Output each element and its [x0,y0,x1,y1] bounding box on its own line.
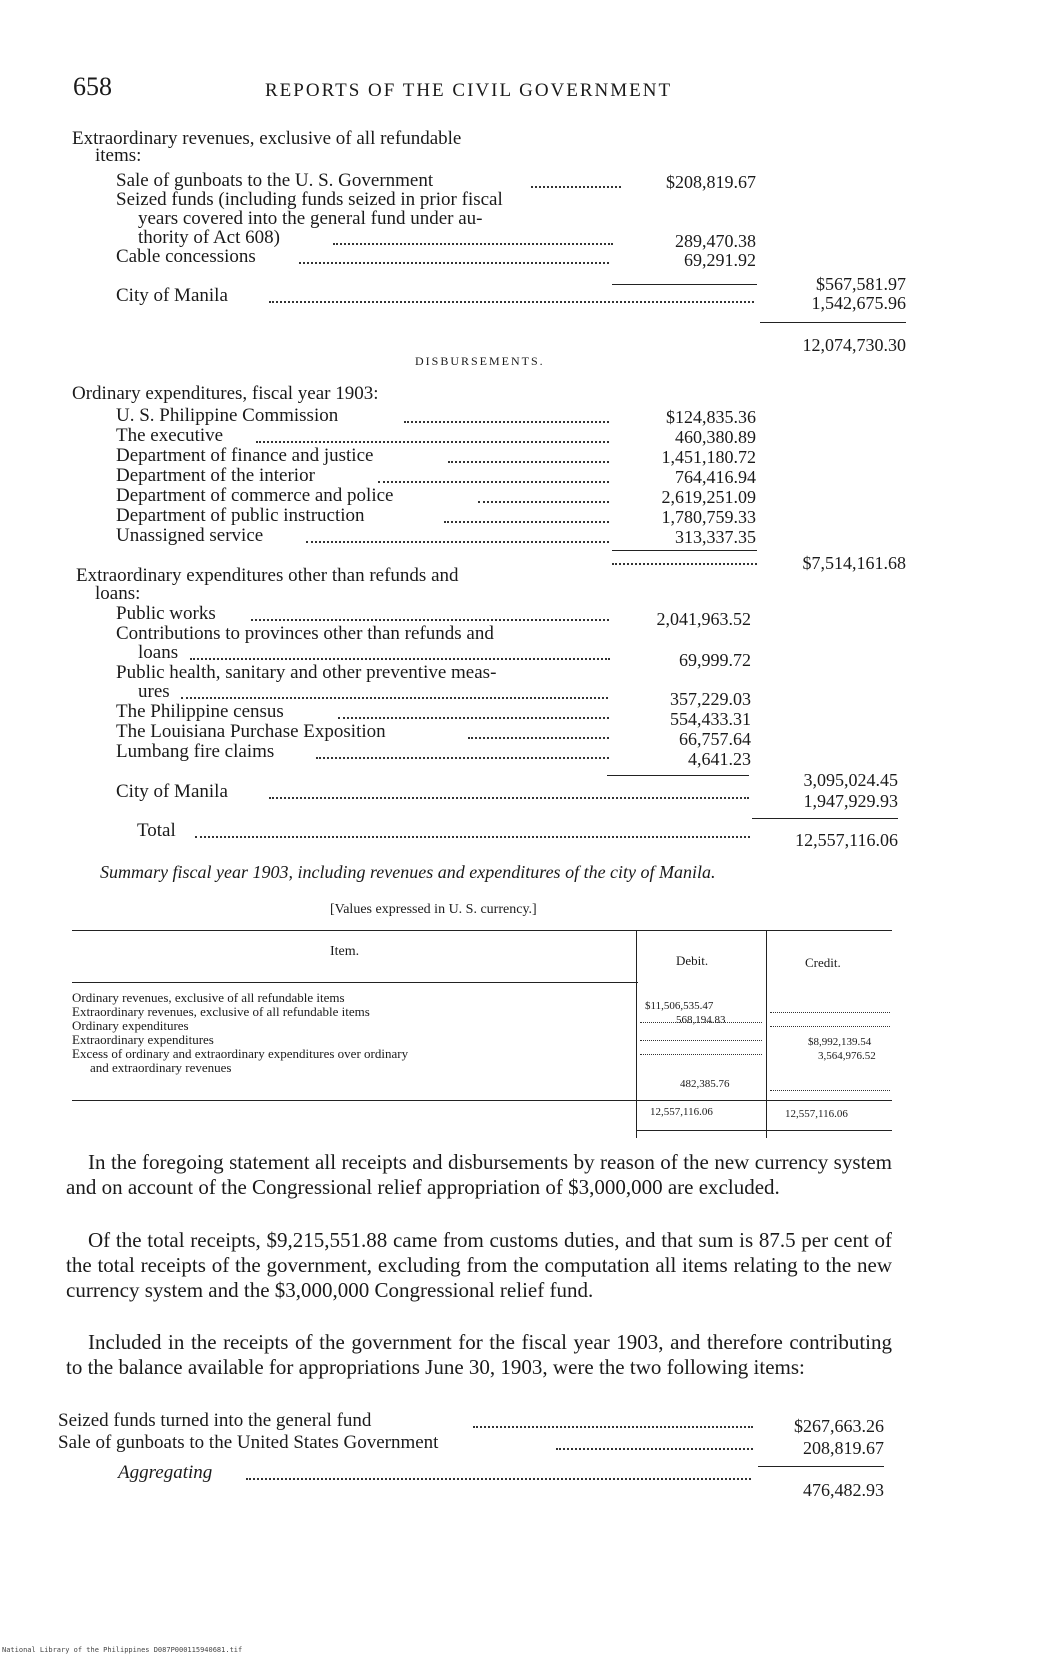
summary-col-divider-1 [636,930,637,1138]
summary-row-debit: 568,194.83 [676,1014,726,1026]
public-works-amount: 2,041,963.52 [656,609,751,629]
leader-dots [195,836,750,838]
summary-bottom-rule [636,1130,892,1131]
ordinary-total-rule [612,550,757,551]
summary-row-item: Excess of ordinary and extraordinary expenditures over ordinary [72,1046,409,1061]
page-number: 658 [73,72,112,101]
ordinary-item-amount: 1,780,759.33 [661,507,756,527]
summary-header-rule [72,982,638,983]
louisiana-amount: 66,757.64 [679,729,751,749]
leader-dots [190,658,610,660]
leader-dots [338,717,609,719]
summary-col-item: Item. [330,944,360,959]
page-header-title: REPORTS OF THE CIVIL GOVERNMENT [265,80,673,101]
manila-receipts-amount: 1,542,675.96 [811,293,906,313]
leader-dots [640,1022,762,1023]
extra-total-rule [607,775,749,776]
receipts-total: 12,074,730.30 [802,335,906,355]
summary-row-debit: 482,385.76 [680,1078,730,1090]
leader-dots [770,1026,890,1027]
leader-dots [770,1012,890,1013]
ordinary-total: $7,514,161.68 [802,553,906,573]
manila-disbursements-amount: 1,947,929.93 [803,791,898,811]
leader-dots [316,757,609,759]
leader-dots [556,1448,753,1450]
summary-col-divider-2 [766,930,767,1138]
leader-dots [612,563,757,565]
summary-title: Summary fiscal year 1903, including revenues and expenditures of the city of Manila. [100,862,716,882]
receipts-total-rule [760,322,906,323]
summary-row-item: Ordinary expenditures [72,1018,189,1033]
summary-col-debit: Debit. [676,953,709,968]
ordinary-item-amount: 313,337.35 [675,527,756,547]
lumbang-amount: 4,641.23 [688,749,751,769]
summary-row-item: and extraordinary revenues [90,1060,232,1075]
summary-row-credit: 3,564,976.52 [818,1050,876,1062]
leader-dots [246,1478,751,1480]
leader-dots [640,1040,762,1041]
disbursements-total-rule [752,818,898,819]
leader-dots [269,301,754,303]
summary-subtitle: [Values expressed in U. S. currency.] [330,902,537,917]
leader-dots [333,243,613,245]
summary-col-credit: Credit. [805,955,841,970]
ordinary-item-amount: 1,451,180.72 [661,447,756,467]
aggregating-rule [758,1466,884,1467]
summary-row-item: Extraordinary revenues, exclusive of all refundable items [72,1004,370,1019]
paragraph-2: Of the total receipts, $9,215,551.88 came from customs duties, and that sum is 87.5 per cent of the total receipts of the government, excluding from the computation all items relating to the new currency system and the $3,000,000 Congressional relief fund. [66,1228,892,1302]
leader-dots [640,1054,762,1055]
summary-total-debit: 12,557,116.06 [650,1106,713,1118]
ordinary-item-amount: 460,380.89 [675,427,756,447]
leader-dots [299,262,609,264]
leader-dots [770,1090,890,1091]
leader-dots [444,521,609,523]
leader-dots [251,619,609,621]
aggregating-amount: 476,482.93 [803,1480,884,1500]
contrib-amount: 69,999.72 [679,650,751,670]
leader-dots [404,421,609,423]
leader-dots [306,541,609,543]
paragraph-3: Included in the receipts of the government for the fiscal year 1903, and therefore contributing to the balance available for appropriations June 30, 1903, were the two following items: [66,1330,892,1379]
summary-row-debit: $11,506,535.47 [645,1000,714,1012]
summary-row-item: Extraordinary expenditures [72,1032,214,1047]
seized-funds-amount: $267,663.26 [794,1416,884,1436]
summary-top-rule [72,930,892,931]
leader-dots [468,737,609,739]
gunboats-amount: $208,819.67 [666,172,756,192]
ordinary-item-amount: 2,619,251.09 [661,487,756,507]
leader-dots [256,441,609,443]
disbursements-total: 12,557,116.06 [795,830,898,850]
paragraph-1: In the foregoing statement all receipts and disbursements by reason of the new currency system and on account of the Congressional relief appropriation of $3,000,000 are excluded. [66,1150,892,1199]
document-page: 658 REPORTS OF THE CIVIL GOVERNMENT Extraordinary revenues, exclusive of all refundable items: Sale of gunboats to the U. S. Government $208,819.67 Seized funds (including funds seized in prior fiscal years covered into the general fund under au- thority of Act 608) 289,470.38 Cable concessions 69,291.92 $567,581.97 City of Manila 1,542,675.96 12,074,730.30 DISBURSEMENTS. Ordinary expenditures, fiscal year 1903: U. S. Philippine Commission $124,835.36 The executive 460,380.89 Department of finance and justice 1,451,180.72 Department of the interior 764,416.94 Department of commerce and police 2,619,251.09 Department of public instruction 1,780,759.33 Unassigned service 313,337.35 $7,514,161.68 Extraordinary expenditures other than refunds and loans: Public works 2,041,963.52 Contributions to provinces other than refunds and loans 69,999.72 Public health, sanitary and other preventive meas- ures 357,229.03 The Philippine census 554,433.31 The Louisiana Purchase Exposition 66,757.64 Lumbang fire claims 4,641.23 3,095,024.45 City of Manila 1,947,929.93 Total 12,557,116.06 Summary fiscal year 1903, including revenues and expenditures of the city of Manila. [Values expressed in U. S. currency.] Item. Debit. Credit. Ordinary revenues, exclusive of all refundable items $11,506,535.47 Extraordinary revenues, exclusive of all refundable items 568,194.83 Ordinary expenditures Extraordinary expenditures $8,992,139.54 Excess of ordinary and extraordinary expenditures over ordinary 3,564,976.52 and extraordinary revenues 482,385.76 12,557,116.06 12,557,116.06 In the foregoing statement all receipts and disbursements by reason of the new currency system and on account of the Congressional relief appropriation of $3,000,000 are excluded. Of the total receipts, $9,215,551.88 came from customs duties, and that sum is 87.5 per cent of the total receipts of the government, excluding from the computation all items relating to the new currency system and the $3,000,000 Congressional relief fund. Included in the receipts of the government for the fiscal year 1903, and therefore contributing to the balance available for appropriations June 30, 1903, were the two following items: Seized funds turned into the general fund $267,663.26 Sale of gunboats to the United States Government 208,819.67 Aggregating 476,482.93 National Library of the Philippines D087P000115940681.tif [2,72,906,1654]
leader-dots [448,461,609,463]
extra-total: 3,095,024.45 [803,770,898,790]
ordinary-item-amount: 764,416.94 [675,467,756,487]
health-amount: 357,229.03 [670,689,751,709]
leader-dots [181,697,608,699]
seized-amount: 289,470.38 [675,231,756,251]
summary-total-rule [72,1100,892,1101]
leader-dots [269,797,749,799]
summary-row-credit: $8,992,139.54 [808,1036,872,1048]
leader-dots [478,501,609,503]
leader-dots [473,1426,753,1428]
summary-total-credit: 12,557,116.06 [785,1108,848,1120]
ordinary-item-amount: $124,835.36 [666,407,756,427]
summary-row-item: Ordinary revenues, exclusive of all refundable items [72,990,345,1005]
subtotal-rule [612,284,757,285]
census-amount: 554,433.31 [670,709,751,729]
disbursements-heading: DISBURSEMENTS. [415,354,545,368]
leader-dots [378,481,609,483]
gunboats-final-amount: 208,819.67 [803,1438,884,1458]
scan-footer-note: National Library of the Philippines D087P000115940681.tif [2,1646,243,1654]
leader-dots [531,186,621,188]
cable-amount: 69,291.92 [684,250,756,270]
receipts-subtotal: $567,581.97 [816,274,906,294]
